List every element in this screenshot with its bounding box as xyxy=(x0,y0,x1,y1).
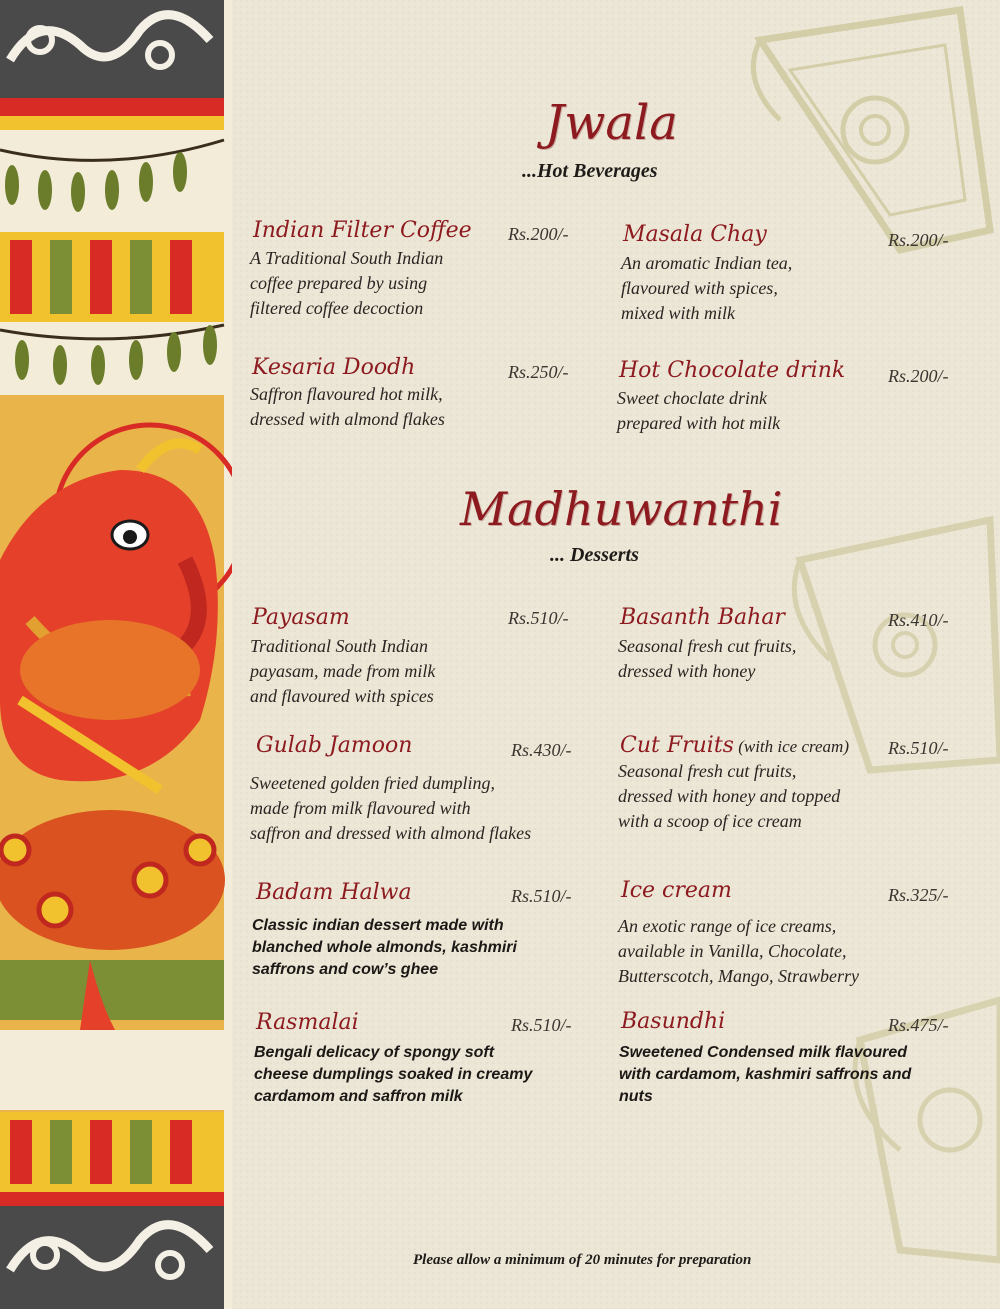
item-price-cut-fruits: Rs.510/- xyxy=(888,738,949,758)
scroll-border-bottom xyxy=(0,1206,224,1309)
item-description-cut-fruits: Seasonal fresh cut fruits, dressed with honey and topped with a scoop of ice cream xyxy=(618,761,841,831)
pillar-band-top xyxy=(0,232,224,322)
item-name-basundhi: Basundhi xyxy=(621,1009,726,1034)
item-price-payasam: Rs.510/- xyxy=(508,608,569,628)
section-subtitle-desserts: ... Desserts xyxy=(550,544,639,566)
item-description-payasam: Traditional South Indian payasam, made from milk and flavoured with spices xyxy=(250,636,436,706)
section-subtitle-hot-beverages: ...Hot Beverages xyxy=(522,160,658,182)
item-name-ice-cream: Ice cream xyxy=(621,878,732,903)
section-title-jwala: Jwala xyxy=(545,95,678,151)
item-name-payasam: Payasam xyxy=(252,605,350,630)
item-name-kesaria-doodh: Kesaria Doodh xyxy=(252,355,416,380)
item-price-hot-chocolate-drink: Rs.200/- xyxy=(888,366,949,386)
item-price-kesaria-doodh: Rs.250/- xyxy=(508,362,569,382)
item-name-cut-fruits-label: Cut Fruits xyxy=(620,733,734,758)
item-note-cut-fruits: (with ice cream) xyxy=(733,737,849,756)
item-name-rasmalai: Rasmalai xyxy=(256,1010,359,1035)
item-price-basundhi: Rs.475/- xyxy=(888,1015,949,1035)
item-price-ice-cream: Rs.325/- xyxy=(888,885,949,905)
item-price-badam-halwa: Rs.510/- xyxy=(511,886,572,906)
preparation-time-note: Please allow a minimum of 20 minutes for preparation xyxy=(413,1252,752,1268)
item-price-gulab-jamoon: Rs.430/- xyxy=(511,740,572,760)
item-description-rasmalai: Bengali delicacy of spongy soft cheese dumplings soaked in creamy cardamom and saffron milk xyxy=(254,1044,533,1105)
item-price-masala-chay: Rs.200/- xyxy=(888,230,949,250)
item-name-masala-chay: Masala Chay xyxy=(623,222,767,247)
item-name-cut-fruits xyxy=(620,733,849,758)
item-name-basanth-bahar: Basanth Bahar xyxy=(620,605,785,630)
item-description-gulab-jamoon: Sweetened golden fried dumpling, made from milk flavoured with saffron and dressed with almond flakes xyxy=(250,773,532,843)
ganesha-painting xyxy=(0,395,232,1115)
item-description-indian-filter-coffee: A Traditional South Indian coffee prepared by using filtered coffee decoction xyxy=(250,248,444,318)
item-name-indian-filter-coffee: Indian Filter Coffee xyxy=(253,218,472,243)
item-name-badam-halwa: Badam Halwa xyxy=(256,880,412,905)
item-price-rasmalai: Rs.510/- xyxy=(511,1015,572,1035)
item-description-basanth-bahar: Seasonal fresh cut fruits, dressed with honey xyxy=(618,636,797,681)
decorative-painting-strip xyxy=(0,0,232,1309)
item-price-basanth-bahar: Rs.410/- xyxy=(888,610,949,630)
item-name-hot-chocolate-drink: Hot Chocolate drink xyxy=(619,358,846,383)
item-description-basundhi: Sweetened Condensed milk flavoured with cardamom, kashmiri saffrons and nuts xyxy=(619,1044,912,1105)
item-description-hot-chocolate-drink: Sweet choclate drink prepared with hot milk xyxy=(617,388,781,433)
section-title-madhuwanthi: Madhuwanthi xyxy=(460,482,783,536)
item-description-kesaria-doodh: Saffron flavoured hot milk, dressed with almond flakes xyxy=(250,384,445,429)
item-description-masala-chay: An aromatic Indian tea, flavoured with spices, mixed with milk xyxy=(621,253,793,323)
item-price-indian-filter-coffee: Rs.200/- xyxy=(508,224,569,244)
scroll-border-top xyxy=(0,0,224,98)
pillar-band-bottom xyxy=(0,1112,224,1206)
item-description-ice-cream: An exotic range of ice creams, available in Vanilla, Chocolate, Butterscotch, Mango, Strawberry xyxy=(618,916,859,986)
item-description-badam-halwa: Classic indian dessert made with blanched whole almonds, kashmiri saffrons and cow’s ghee xyxy=(252,917,517,978)
item-name-gulab-jamoon: Gulab Jamoon xyxy=(256,733,413,758)
